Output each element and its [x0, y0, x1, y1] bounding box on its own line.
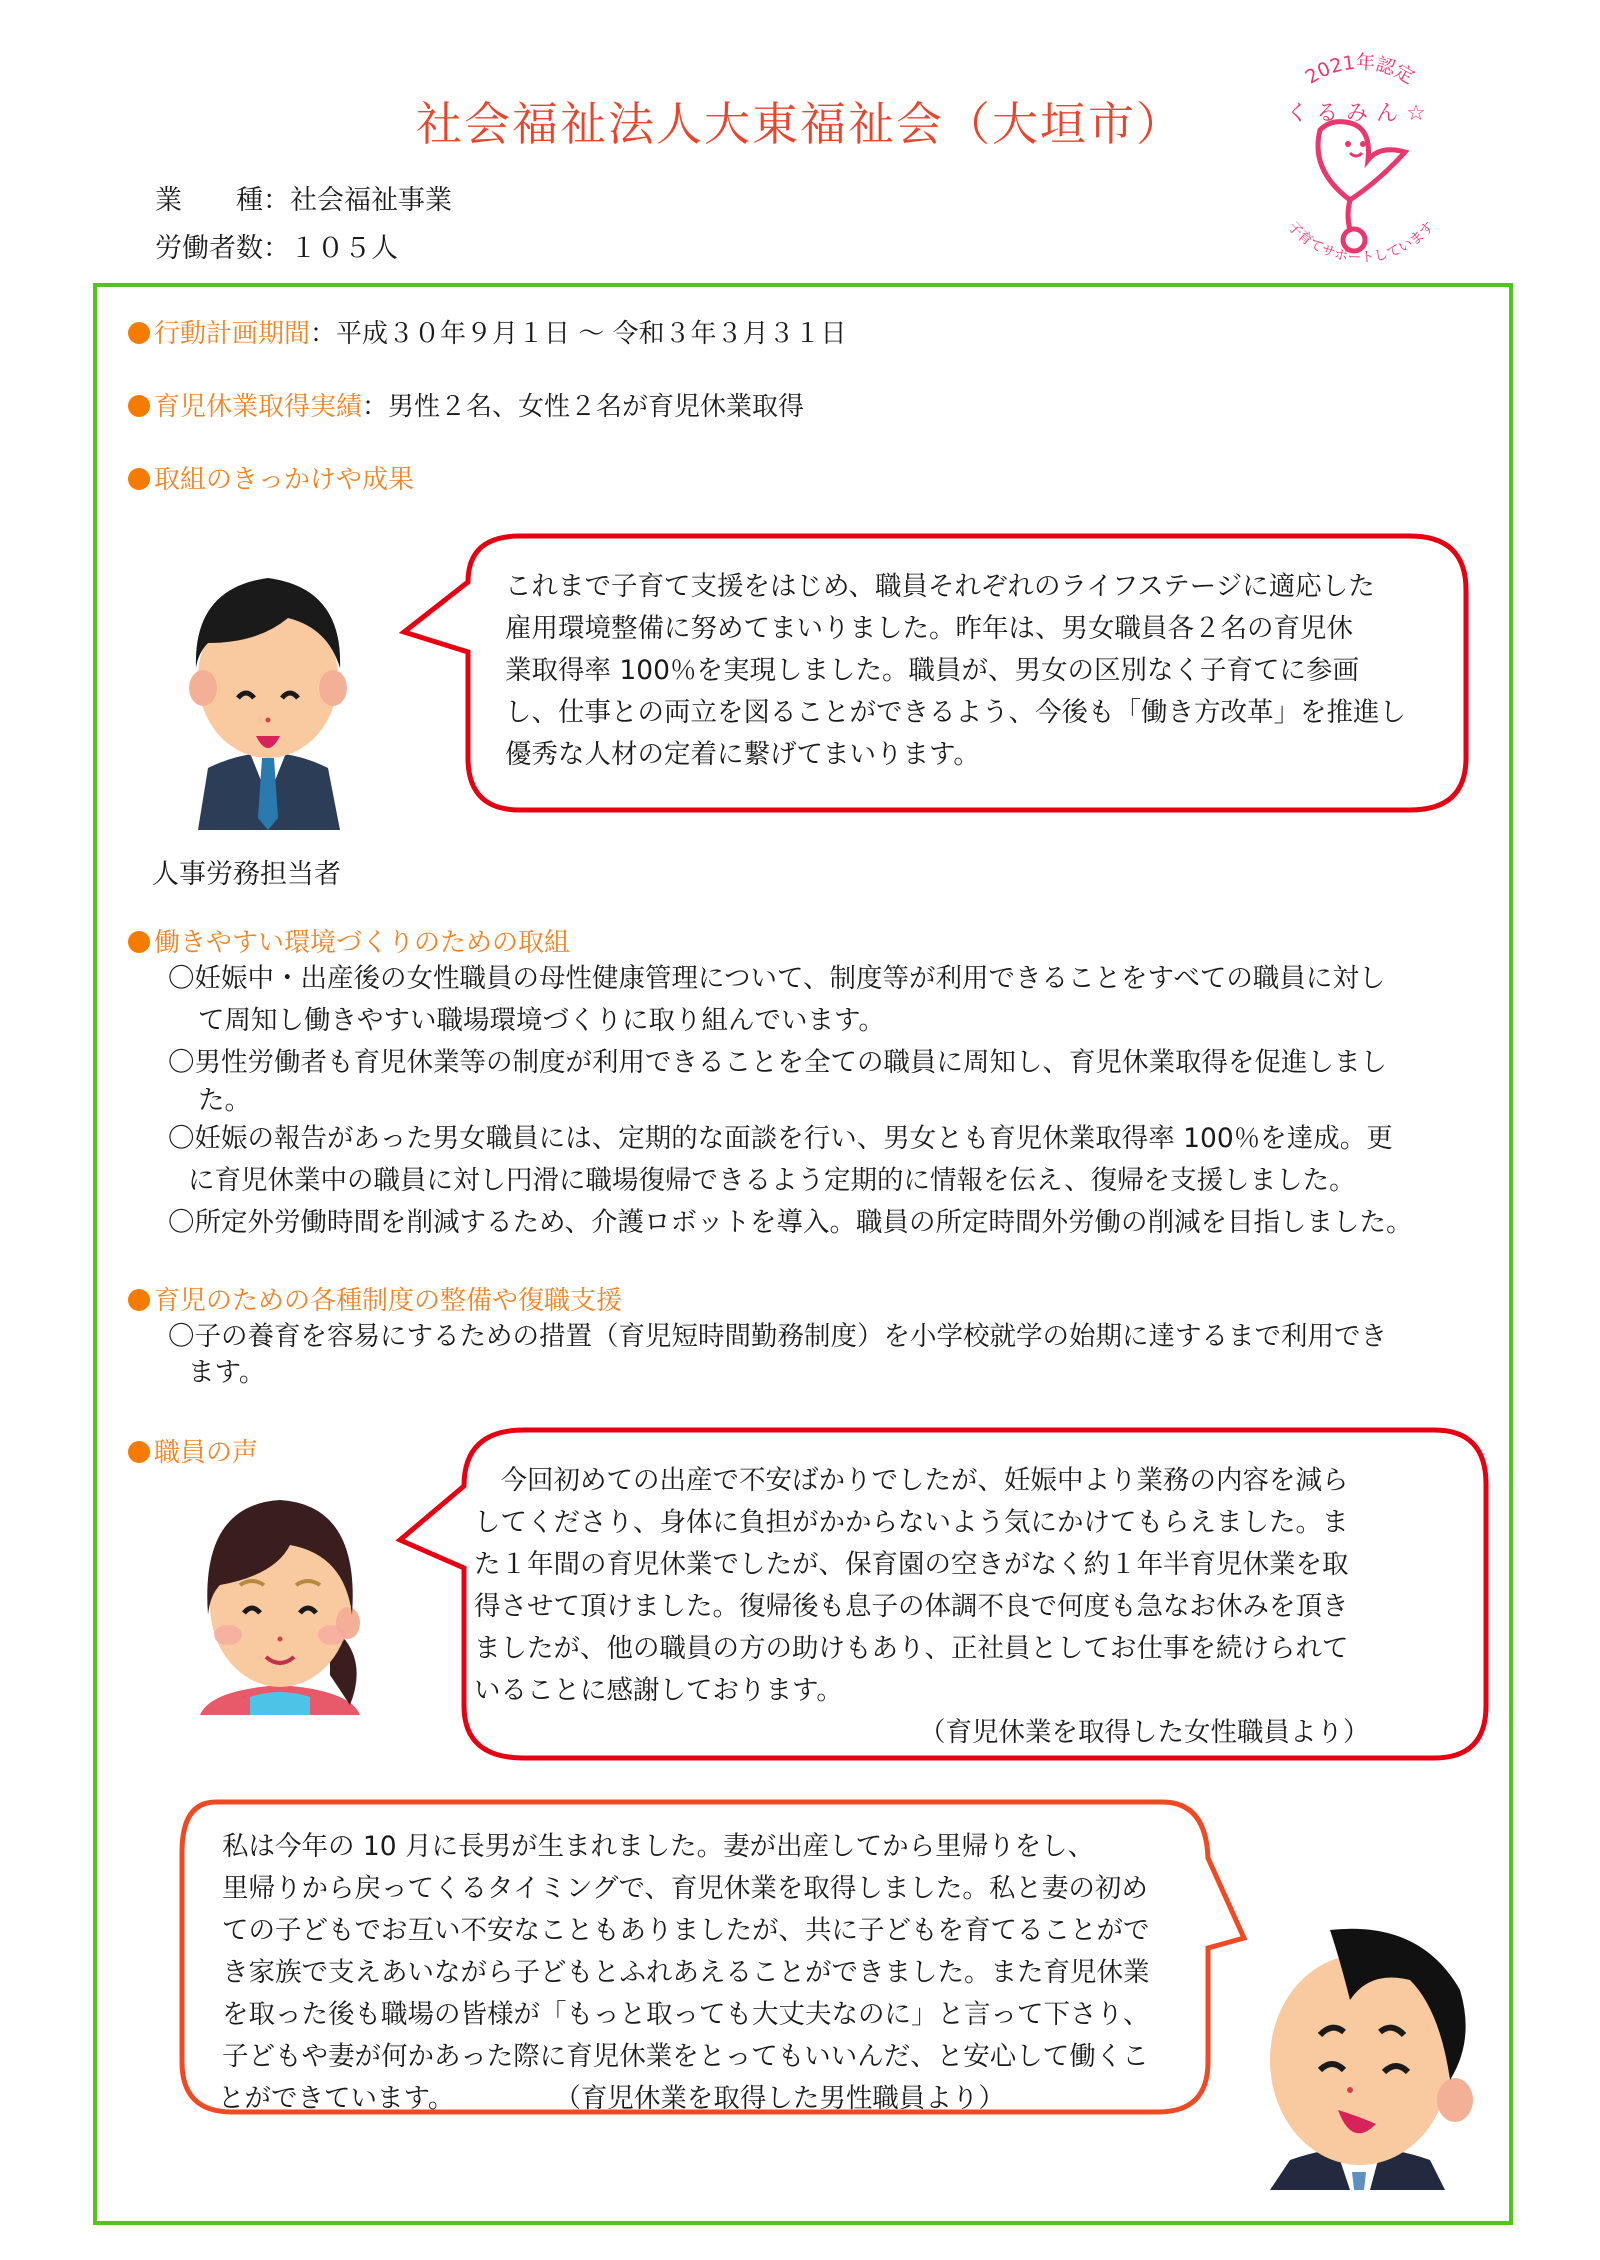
plan-period-row [128, 313, 847, 350]
childcare-support-heading-label: 育児のための各種制度の整備や復職支援 [154, 1286, 623, 1316]
industry-value: 社会福祉事業 [290, 185, 452, 216]
industry-label: 業 種： [155, 185, 290, 216]
work-environment-list [168, 958, 1412, 1244]
work-environment-heading-label: 働きやすい環境づくりのための取組 [154, 928, 571, 958]
work-environment-heading [128, 922, 570, 959]
list-item-continuation: に育児休業中の職員に対し円滑に職場復帰できるよう定期的に情報を伝え、復帰を支援しました。 [188, 1165, 1356, 1196]
list-item: 〇所定外労働時間を削減するため、介護ロボットを導入。職員の所定時間外労働の削減を目指しました。 [168, 1207, 1413, 1238]
female-message-line: た１年間の育児休業でしたが、保育園の空きがなく約１年半育児休業を取 [474, 1549, 1349, 1580]
leave-record-label: 育児休業取得実績 [154, 392, 363, 422]
kurumin-logo-icon [1250, 30, 1470, 280]
female-message-line: ましたが、他の職員の方の助けもあり、正社員としてお仕事を続けられて [474, 1633, 1349, 1664]
hr-message [505, 566, 1406, 776]
industry-row [155, 178, 452, 217]
hr-message-line: 優秀な人材の定着に繋げてまいります。 [505, 739, 980, 770]
hr-message-line: これまで子育て支援をはじめ、職員それぞれのライフステージに適応した [505, 571, 1375, 602]
list-item-continuation: た。 [198, 1085, 251, 1116]
list-item-continuation: ます。 [188, 1357, 266, 1388]
childcare-support-heading [128, 1280, 622, 1317]
leave-record-value: ：男性２名、女性２名が育児休業取得 [362, 392, 805, 422]
female-message-line: 今回初めての出産で不安ばかりでしたが、妊娠中より業務の内容を減ら [474, 1465, 1349, 1496]
bullet-dot-icon [128, 1441, 150, 1463]
female-attribution: （育児休業を取得した女性職員より） [919, 1717, 1370, 1748]
female-message-line: 得させて頂けました。復帰後も息子の体調不良で何度も急なお休みを頂き [474, 1591, 1349, 1622]
logo-year-text: 2021年認定 [1301, 51, 1418, 89]
list-item-continuation: て周知し働きやすい職場環境づくりに取り組んでいます。 [198, 1005, 885, 1036]
staff-voices-heading-label: 職員の声 [154, 1438, 259, 1468]
female-message [474, 1460, 1370, 1754]
svg-text:2021年認定 [1302, 51, 1418, 88]
bullet-dot-icon [128, 931, 150, 953]
page-title: 社会福祉法人大東福祉会（大垣市） [416, 97, 1184, 151]
list-item: 〇妊娠の報告があった男女職員には、定期的な面談を行い、男女とも育児休業取得率 100％を達成。更 [168, 1123, 1393, 1154]
workers-value: １０５人 [290, 233, 398, 264]
bullet-dot-icon [128, 322, 150, 344]
childcare-support-list [168, 1318, 1387, 1390]
hr-message-line: 雇用環境整備に努めてまいりました。昨年は、男女職員各２名の育児休 [505, 613, 1353, 644]
plan-period-value: ：平成３０年９月１日 ～ 令和３年３月３１日 [310, 319, 847, 349]
leave-record-row [128, 386, 804, 423]
bullet-dot-icon [128, 395, 150, 417]
male-message-line: 子どもや妻が何かあった際に育児休業をとってもいいんだ、と安心して働くこ [222, 2041, 1149, 2072]
staff-voices-heading [128, 1432, 258, 1469]
female-message-line: してくださり、身体に負担がかからないよう気にかけてもらえました。ま [474, 1507, 1349, 1538]
bullet-dot-icon [128, 468, 150, 490]
list-item: 〇子の養育を容易にするための措置（育児短時間勤務制度）を小学校就学の始期に達するまで利用でき [168, 1321, 1387, 1352]
male-message-line: 私は今年の 10 月に長男が生まれました。妻が出産してから里帰りをし、 [222, 1831, 1095, 1862]
logo-tagline: 子育てサポートしています [1284, 218, 1438, 267]
plan-period-label: 行動計画期間 [154, 319, 311, 349]
motivation-heading-label: 取組のきっかけや成果 [154, 465, 415, 495]
list-item: 〇妊娠中・出産後の女性職員の母性健康管理について、制度等が利用できることをすべての職員に対し [168, 963, 1386, 994]
male-message-line: を取った後も職場の皆様が「もっと取っても大丈夫なのに」と言って下さり、 [222, 1999, 1150, 2030]
hr-message-line: 業取得率 100％を実現しました。職員が、男女の区別なく子育てに参画 [505, 655, 1360, 686]
male-staff-avatar [1240, 1910, 1480, 2190]
workers-label: 労働者数： [155, 233, 290, 264]
male-message-line: 里帰りから戻ってくるタイミングで、育児休業を取得しました。私と妻の初め [222, 1873, 1148, 1904]
motivation-heading [128, 459, 414, 496]
svg-text:子育てサポートしています [1284, 219, 1437, 266]
male-attribution: （育児休業を取得した男性職員より） [554, 2083, 1005, 2114]
male-message-line: ての子どもでお互い不安なこともありましたが、共に子どもを育てることがで [222, 1915, 1150, 1946]
bullet-dot-icon [128, 1289, 150, 1311]
male-message [218, 1826, 1150, 2120]
hr-manager-caption: 人事労務担当者 [152, 859, 341, 890]
male-message-line: き家族で支えあいながら子どもとふれあえることができました。また育児休業 [222, 1957, 1150, 1988]
hr-manager-avatar [168, 548, 368, 830]
hr-message-line: し、仕事との両立を図ることができるよう、今後も「働き方改革」を推進し [505, 697, 1406, 728]
list-item: 〇男性労働者も育児休業等の制度が利用できることを全ての職員に周知し、育児休業取得を促進しまし [168, 1047, 1387, 1078]
logo-name-text: くるみん☆ [1286, 101, 1434, 126]
female-staff-avatar [180, 1475, 380, 1715]
workers-row [155, 226, 398, 265]
female-message-line: いることに感謝しております。 [474, 1675, 843, 1706]
male-message-line: とができています。 [218, 2083, 455, 2114]
